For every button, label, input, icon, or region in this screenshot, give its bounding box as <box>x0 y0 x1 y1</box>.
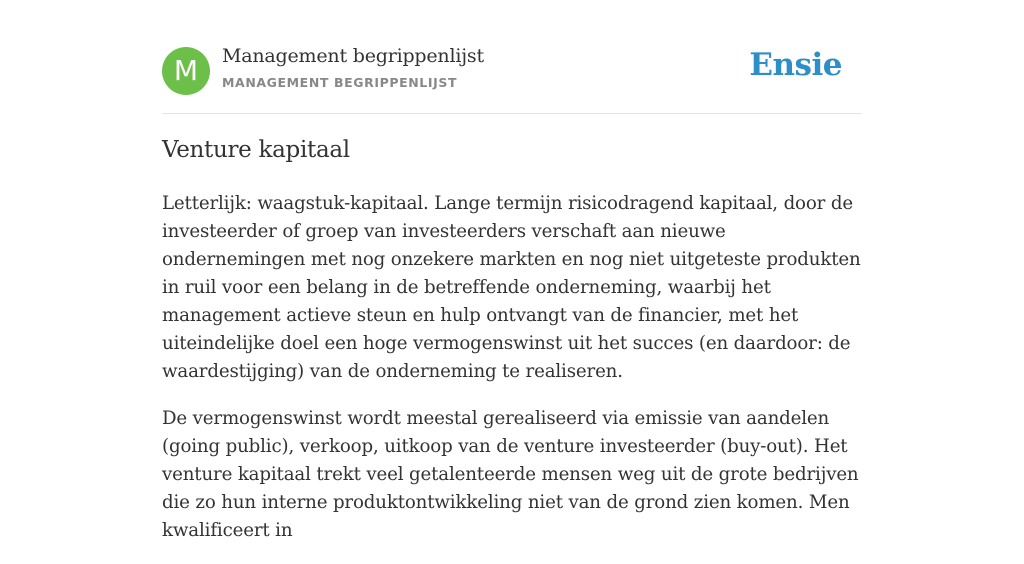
term-title: Venture kapitaal <box>162 137 350 163</box>
avatar-letter: M <box>173 54 199 87</box>
site-title[interactable]: Management begrippenlijst <box>222 45 484 67</box>
site-header <box>162 0 862 114</box>
site-subtitle: MANAGEMENT BEGRIPPENLIJST <box>222 75 458 90</box>
brand-logo-link[interactable]: Ensie <box>749 47 842 83</box>
avatar[interactable] <box>162 47 210 95</box>
content-container <box>162 0 862 541</box>
definition-paragraph: De vermogenswinst wordt meestal gerealiseerd via emissie van aandelen (going public), verkoop, uitkoop van de venture investeerder (buy-out). Het venture kapitaal trekt veel getalenteerde mensen weg uit de grote bedrijven die zo hun interne produktontwikkeling niet van de grond zien komen. Men kwalificeert in <box>162 408 859 541</box>
term-definition <box>162 190 862 564</box>
definition-paragraph: Letterlijk: waagstuk-kapitaal. Lange termijn risicodragend kapitaal, door de investeerder of groep van investeerders verschaft aan nieuwe ondernemingen met nog onzekere markten en nog niet uitgeteste produkten in ruil voor een belang in de betreffende onderneming, waarbij het management actieve steun en hulp ontvangt van de financier, met het uiteindelijke doel een hoge vermogenswinst uit het succes (en daardoor: de waardestijging) van de onderneming te realiseren. <box>162 193 861 382</box>
